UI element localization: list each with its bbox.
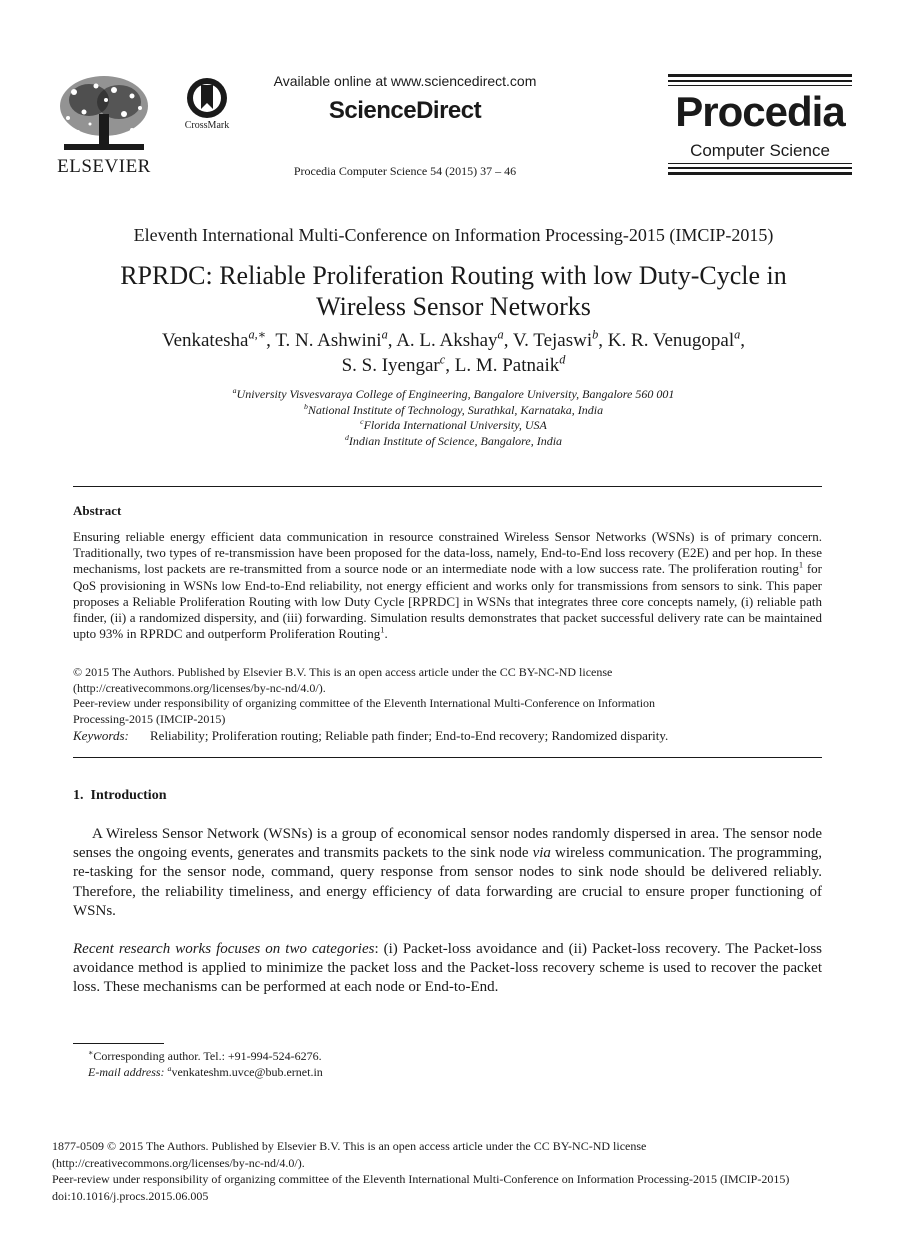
citation-marker[interactable]: 1 [798, 560, 804, 571]
copyright-notice: © 2015 The Authors. Published by Elsevier B.V. This is an open access article under the CC BY-NC-ND license (http://creativecommons.org/licenses/by-nc-nd/4.0/). Peer-review under responsibility of organizing committee of the Eleventh International Multi-Conference on Information Processing-2015 (IMCIP-2015) [73, 665, 822, 727]
author-affil: a [734, 327, 741, 342]
footer-issn: 1877-0509 © 2015 The Authors. Published by Elsevier B.V. This is an open access article under the CC BY-NC-ND license [52, 1139, 647, 1153]
author-email: E-mail address: $^a$venkateshm.uvce@bub.ernet.in [88, 1064, 323, 1079]
author-line-1: Venkatesha$^{a,∗}$, T. N. Ashwini$^a$, A. L. Akshay$^a$, V. Tejaswi$^b$, K. R. Venugopal$^a$, [161, 327, 746, 351]
author-name: T. N. Ashwini [275, 330, 382, 351]
author-name: L. M. Patnaik [454, 355, 560, 376]
crossmark-label: CrossMark [184, 120, 230, 131]
crossmark-icon [177, 76, 237, 120]
affiliation-item: $^c$Florida International University, USA [360, 417, 547, 432]
abstract-top-divider [73, 486, 822, 487]
paper-title [40, 260, 867, 322]
crossmark-logo[interactable] [177, 76, 237, 134]
license-link[interactable]: (http://creativecommons.org/licenses/by-nc-nd/4.0/). [73, 680, 326, 695]
author-affil: d [559, 352, 566, 367]
journal-reference: Procedia Computer Science 54 (2015) 37 – 46 [293, 164, 517, 178]
procedia-subtitle: Computer Science [690, 141, 830, 160]
author-name: S. S. Iyengar [341, 355, 440, 376]
paper-title-line-2: Wireless Sensor Networks [316, 292, 591, 321]
footnote [88, 1048, 788, 1080]
page-footer [52, 1138, 867, 1204]
citation-marker[interactable]: 1 [380, 624, 385, 635]
footer-peer-review: Peer-review under responsibility of organizing committee of the Eleventh International Multi-Conference on Information Processing-2015 (IMCIP-2015) [52, 1172, 790, 1186]
keywords-list: Reliability; Proliferation routing; Reliable path finder; End-to-End recovery; Randomized disparity. [150, 728, 669, 743]
procedia-top-rule-3 [668, 85, 852, 86]
affiliation-item: $^a$University Visvesvaraya College of Engineering, Bangalore University, Bangalore 560 001 [232, 386, 675, 401]
elsevier-logo [54, 74, 154, 178]
keywords-label: Keywords: [73, 728, 129, 743]
author-affil: a [381, 327, 388, 342]
paper-title-line-1: RPRDC: Reliable Proliferation Routing with low Duty-Cycle in [120, 261, 787, 290]
sciencedirect-logo: ScienceDirect [328, 97, 482, 124]
author-name: Venkatesha [161, 330, 249, 351]
author-affil: a,∗ [248, 327, 267, 342]
procedia-bottom-rule-1 [668, 163, 852, 164]
author-line-2: S. S. Iyengar$^c$, L. M. Patnaik$^d$ [341, 352, 566, 376]
procedia-bottom-rule-3 [668, 172, 852, 175]
author-name: K. R. Venugopal [607, 330, 735, 351]
affiliation-item: $^b$National Institute of Technology, Surathkal, Karnataka, India [303, 401, 604, 417]
abstract-body: Ensuring reliable energy efficient data communication in resource constrained Wireless Sensor Networks (WSNs) is of primary concern. Traditionally, two types of re-transmission have been proposed for the data-loss, namely, End-to-End loss recovery (E2E) and per hop. In these mechanisms, lost packets are re-transmitted from a source node or an intermediate node with a low success rate. The proliferation routing$^1$ for QoS provisioning in WSNs low End-to-End reliability, not energy efficient and works only for transmissions from sensors to sink. This paper proposes a Reliable Proliferation Routing with low Duty Cycle [RPRDC] in WSNs that integrates three core concepts namely, (i) reliable path finder, (ii) a randomized dispersity, and (iii) forwarding. Simulation results demonstrates that packet successful delivery rate can be maintained upto 93% in RPRDC and outperform Proliferation Routing$^1$. [73, 529, 822, 642]
procedia-title: Procedia [675, 88, 845, 135]
author-affil: b [592, 327, 599, 342]
elsevier-tree-icon [54, 74, 154, 156]
author-name: A. L. Akshay [396, 330, 498, 351]
procedia-top-rule-1 [668, 74, 852, 77]
procedia-top-rule-2 [668, 80, 852, 82]
keywords [73, 728, 822, 744]
affiliation-list [40, 387, 867, 449]
footer-doi[interactable]: doi:10.1016/j.procs.2015.06.005 [52, 1188, 209, 1203]
author-affil: a [497, 327, 504, 342]
section-heading-introduction: 1. Introduction [73, 788, 167, 803]
email-link[interactable]: venkateshm.uvce@bub.ernet.in [171, 1065, 323, 1079]
author-list [40, 328, 867, 378]
abstract-heading: Abstract [73, 503, 122, 518]
intro-paragraph-2: Recent research works focuses on two categories: (i) Packet-loss avoidance and (ii) Packet-loss recovery. The Packet-loss avoidance method is applied to minimize the packet loss and the Packet-loss recovery scheme is used to recover the packet loss. These mechanisms can be performed at each node or End-to-End. [73, 941, 822, 996]
footer-license-link[interactable]: (http://creativecommons.org/licenses/by-nc-nd/4.0/). [52, 1155, 305, 1170]
procedia-logo [668, 74, 852, 174]
conference-name: Eleventh International Multi-Conference on Information Processing-2015 (IMCIP-2015) [133, 225, 774, 245]
procedia-bottom-rule-2 [668, 167, 852, 169]
abstract-bottom-divider [73, 757, 822, 758]
elsevier-wordmark: ELSEVIER [57, 156, 151, 177]
author-name: V. Tejaswi [512, 330, 593, 351]
affiliation-item: $^d$Indian Institute of Science, Bangalore, India [344, 432, 563, 448]
available-online: Available online at www.sciencedirect.com [273, 73, 537, 89]
intro-paragraph-1: A Wireless Sensor Network (WSNs) is a group of economical sensor nodes randomly dispersed in area. The sensor node senses the ongoing events, generates and transmits packets to the sink node via wireless communication. The programming, re-tasking for the sensor node, command, query response from sensor nodes to sink node should be delivered reliably. Therefore, the reliability timeliness, and energy efficiency of data forwarding are crucial to ensure proper functioning of WSNs. [73, 826, 822, 919]
corresponding-author: ∗Corresponding author. Tel.: +91-994-524-6276. [88, 1048, 322, 1063]
author-affil: c [439, 352, 446, 367]
footnote-divider [73, 1043, 164, 1044]
